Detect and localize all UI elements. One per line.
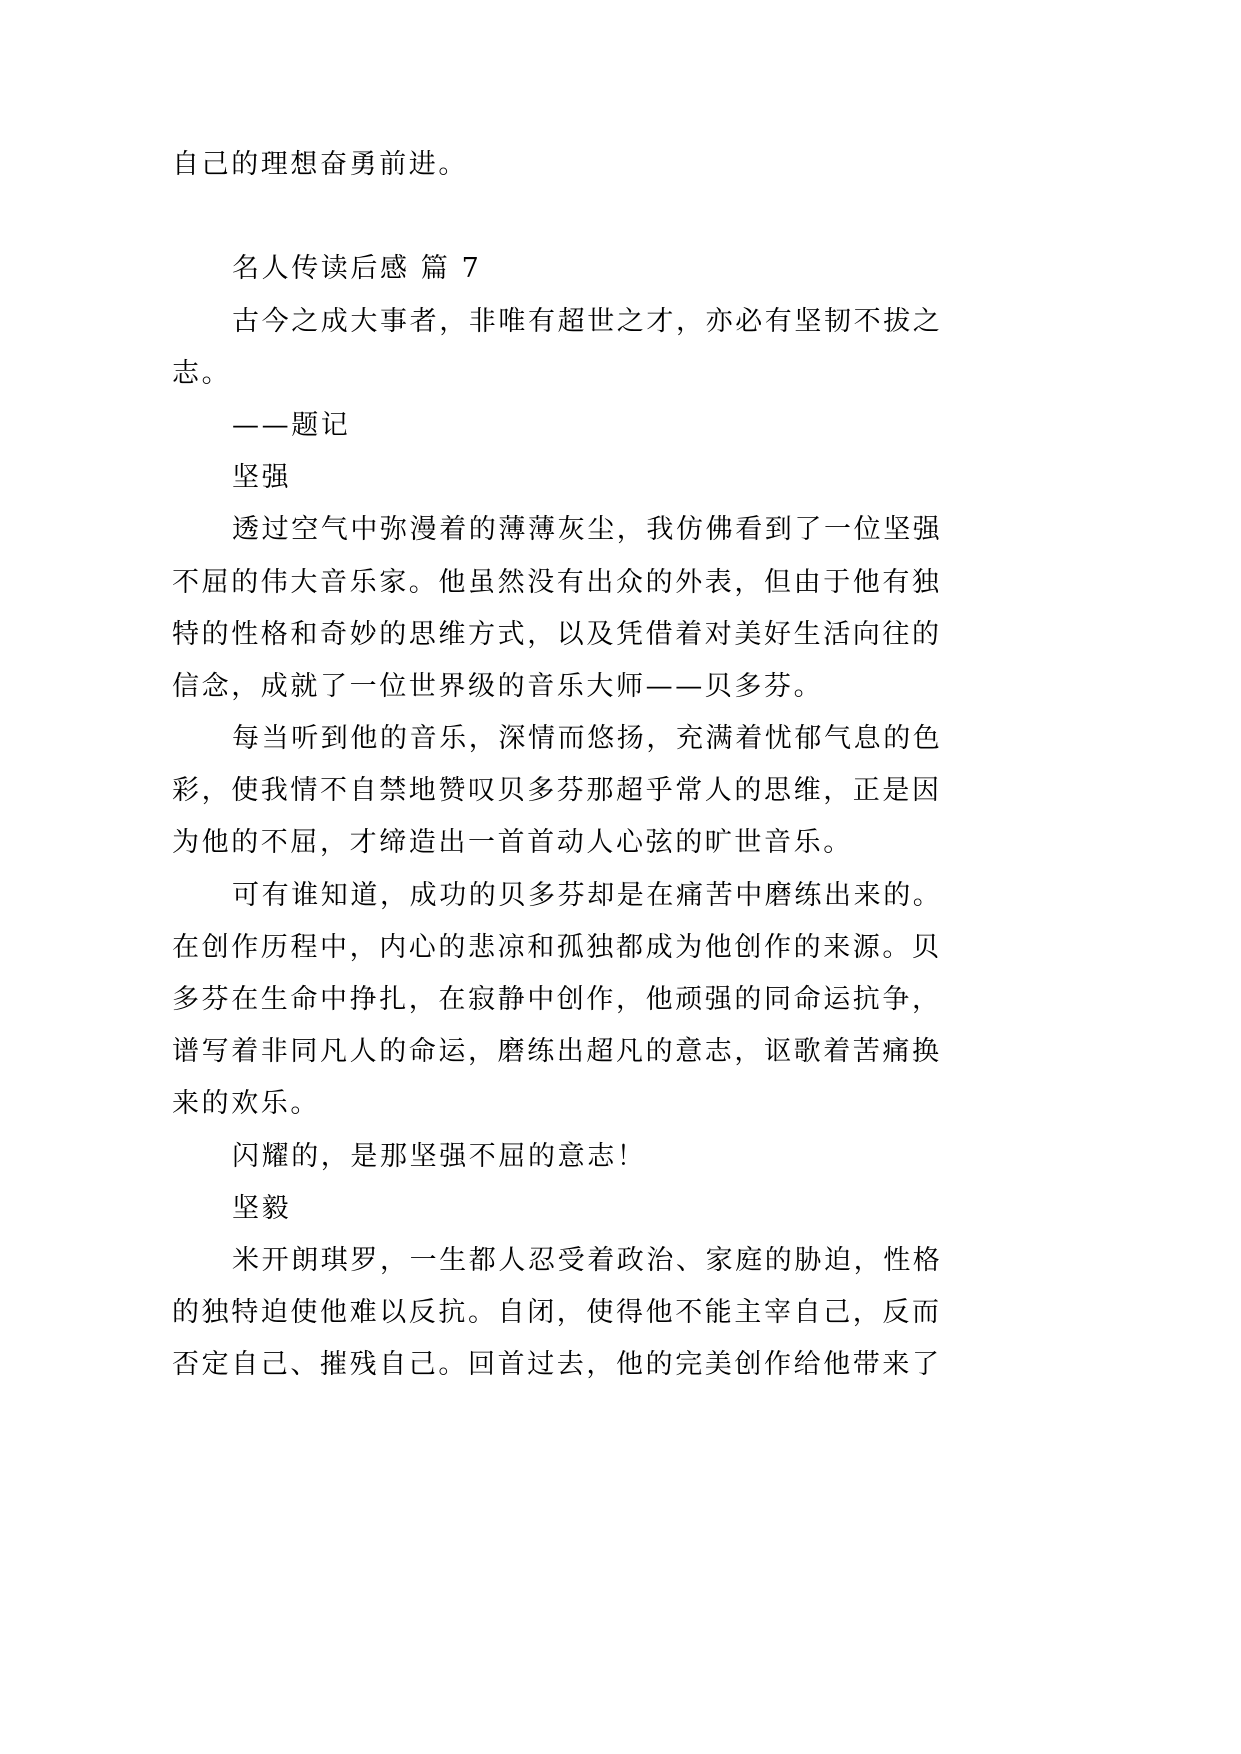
document-body: [172, 139, 1172, 1392]
text-line: 透过空气中弥漫着的薄薄灰尘，我仿佛看到了一位坚强: [232, 514, 943, 546]
text-line: 否定自己、摧残自己。回首过去，他的完美创作给他带来了: [172, 1349, 942, 1381]
text-line: ——题记: [232, 409, 351, 441]
text-line: 的独特迫使他难以反抗。自闭，使得他不能主宰自己，反而: [172, 1297, 942, 1329]
paragraph: [172, 504, 1172, 713]
paragraph-continuation: [172, 139, 1172, 191]
text-line: 米开朗琪罗，一生都人忍受着政治、家庭的胁迫，性格: [232, 1244, 943, 1276]
text-line: 古今之成大事者，非唯有超世之才，亦必有坚韧不拔之: [232, 305, 943, 337]
paragraph: [172, 870, 1172, 1131]
paragraph: [172, 1131, 1172, 1183]
section-heading: [172, 1183, 1172, 1235]
text-line: 闪耀的，是那坚强不屈的意志！: [232, 1140, 647, 1172]
text-line: 自己的理想奋勇前进。: [172, 149, 468, 180]
text-line: 来的欢乐。: [172, 1088, 320, 1120]
text-line: 特的性格和奇妙的思维方式，以及凭借着对美好生活向往的: [172, 618, 942, 650]
text-line: 在创作历程中，内心的悲凉和孤独都成为他创作的来源。贝: [172, 931, 942, 963]
title-text: 名人传读后感 篇 7: [232, 253, 482, 285]
text-line: 志。: [172, 357, 232, 389]
text-line: 多芬在生命中挣扎，在寂静中创作，他顽强的同命运抗争，: [172, 984, 942, 1015]
paragraph: [172, 1235, 1172, 1392]
text-line: 信念，成就了一位世界级的音乐大师——贝多芬。: [172, 670, 824, 702]
article-title: [172, 243, 1172, 295]
text-line: 不屈的伟大音乐家。他虽然没有出众的外表，但由于他有独: [172, 566, 942, 598]
section-heading-text: 坚强: [232, 462, 292, 494]
section-heading-text: 坚毅: [232, 1192, 292, 1224]
epigraph: [172, 296, 1172, 400]
text-line: 为他的不屈，才缔造出一首首动人心弦的旷世音乐。: [172, 827, 853, 859]
section-heading: [172, 452, 1172, 504]
paragraph: [172, 713, 1172, 870]
text-line: 彩，使我情不自禁地赞叹贝多芬那超乎常人的思维，正是因: [172, 775, 942, 807]
text-line: 每当听到他的音乐，深情而悠扬，充满着忧郁气息的色: [232, 723, 943, 755]
epigraph-attribution: [172, 400, 1172, 452]
text-line: 谱写着非同凡人的命运，磨练出超凡的意志，讴歌着苦痛换: [172, 1036, 942, 1068]
text-line: 可有谁知道，成功的贝多芬却是在痛苦中磨练出来的。: [232, 879, 943, 911]
